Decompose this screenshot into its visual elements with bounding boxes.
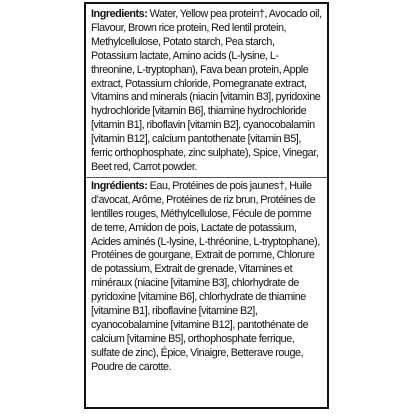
french-ingredients-heading: Ingrédients: bbox=[91, 179, 148, 192]
english-ingredients bbox=[91, 8, 322, 175]
english-ingredients-text: Water, Yellow pea protein†, Avocado oil, Flavour, Brown rice protein, Red lentil protein, Methylcellulose, Potato starch, Pea starch, Potassium lactate, Amino acids (L-lysine, L-threonine, L-tryptophan), Fava bean protein, Apple extract, Potassium chloride, Pomegranate extract, Vitamins and minerals (niacin [vitamin B3], pyridoxine hydrochloride [vitamin B6], thiamine hydrochloride [vitamin B1], riboflavin [vitamin B2], cyanocobalamin [vitamin B12], calcium pantothenate [vitamin B5], ferric orthophosphate, zinc sulphate), Spice, Vinegar, Beet red, Carrot powder. bbox=[91, 8, 322, 173]
language-divider bbox=[86, 177, 327, 178]
ingredients-label-panel bbox=[84, 2, 329, 409]
french-ingredients bbox=[91, 180, 322, 375]
english-ingredients-heading: Ingredients: bbox=[91, 8, 148, 20]
french-ingredients-text: Eau, Protéines de pois jaunes†, Huile d’avocat, Arôme, Protéines de riz brun, Protéines de lentilles rouges, Méthylcellulose, Fécule de pomme de terre, Amidon de pois, Lactate de potassium, Acides aminés (L-lysine, L-thréonine, L-tryptophane), Protéines de gourgane, Extrait de pomme, Chlorure de potassium, Extrait de grenade, Vitamines et minéraux (niacine [vitamine B3], chlorhydrate de pyridoxine [vitamine B6], chlorhydrate de thiamine [vitamine B1], riboflavine [vitamine B2], cyanocobalamine [vitamine B12], pantothénate de calcium [vitamine B5], orthophosphate ferrique, sulfate de zinc), Épice, Vinaigre, Betterave rouge, Poudre de carotte. bbox=[91, 179, 320, 373]
